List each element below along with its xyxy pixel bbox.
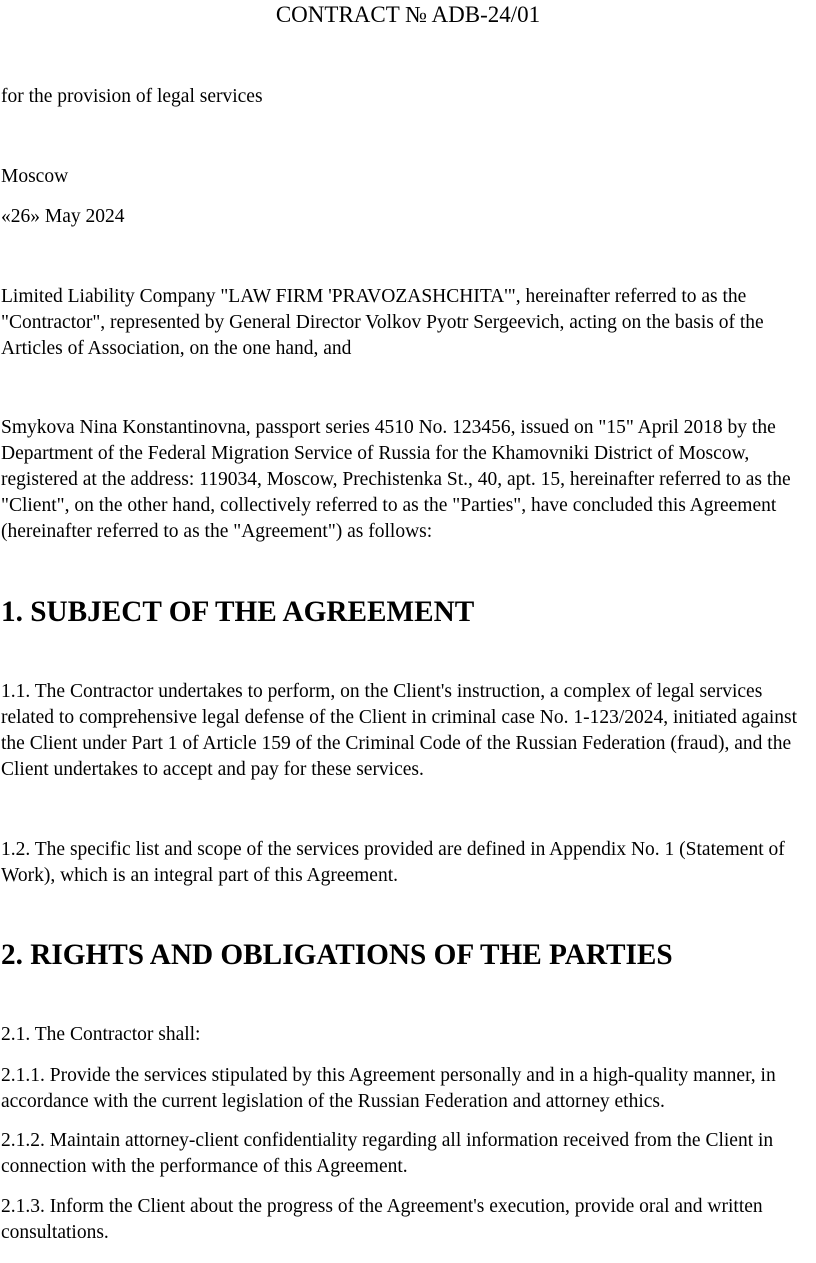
contract-city: Moscow: [1, 166, 69, 187]
clause-2-1-3: 2.1.3. Inform the Client about the progress of the Agreement's execution, provide oral and written consultations.: [1, 1196, 763, 1243]
clause-2-1-1: 2.1.1. Provide the services stipulated by this Agreement personally and in a high-quality manner, in accordance with the current legislation of the Russian Federation and attorney ethics.: [1, 1065, 776, 1112]
party-contractor-paragraph: Limited Liability Company "LAW FIRM 'PRAVOZASHCHITA'", hereinafter referred to as the "Contractor", represented by General Director Volkov Pyotr Sergeevich, acting on the basis of the Articles of Association, on the one hand, and: [1, 286, 764, 359]
contract-title: CONTRACT № ADB-24/01: [275, 2, 541, 27]
party-client-paragraph: Smykova Nina Konstantinovna, passport series 4510 No. 123456, issued on "15" April 2018 by the Department of the Federal Migration Service of Russia for the Khamovniki District of Moscow, registered at the address: 119034, Moscow, Prechistenka St., 40, apt. 15, hereinafter referred to as the "Client", on the other hand, collectively referred to as the "Parties", have concluded this Agreement (hereinafter referred to as the "Agreement") as follows:: [1, 417, 791, 542]
section-2-heading: 2. RIGHTS AND OBLIGATIONS OF THE PARTIES: [1, 939, 673, 971]
clause-2-1-2: 2.1.2. Maintain attorney-client confidentiality regarding all information received from the Client in connection with the performance of this Agreement.: [1, 1130, 774, 1177]
section-1-heading: 1. SUBJECT OF THE AGREEMENT: [1, 596, 475, 628]
contract-subtitle: for the provision of legal services: [1, 86, 263, 107]
contract-date: «26» May 2024: [1, 206, 125, 227]
clause-1-1: 1.1. The Contractor undertakes to perform, on the Client's instruction, a complex of legal services related to comprehensive legal defense of the Client in criminal case No. 1-123/2024, initiated against the Client under Part 1 of Article 159 of the Criminal Code of the Russian Federation (fraud), and the Client undertakes to accept and pay for these services.: [1, 681, 797, 780]
clause-2-1: 2.1. The Contractor shall:: [1, 1024, 201, 1045]
clause-1-2: 1.2. The specific list and scope of the services provided are defined in Appendix No. 1 (Statement of Work), which is an integral part of this Agreement.: [1, 839, 785, 886]
